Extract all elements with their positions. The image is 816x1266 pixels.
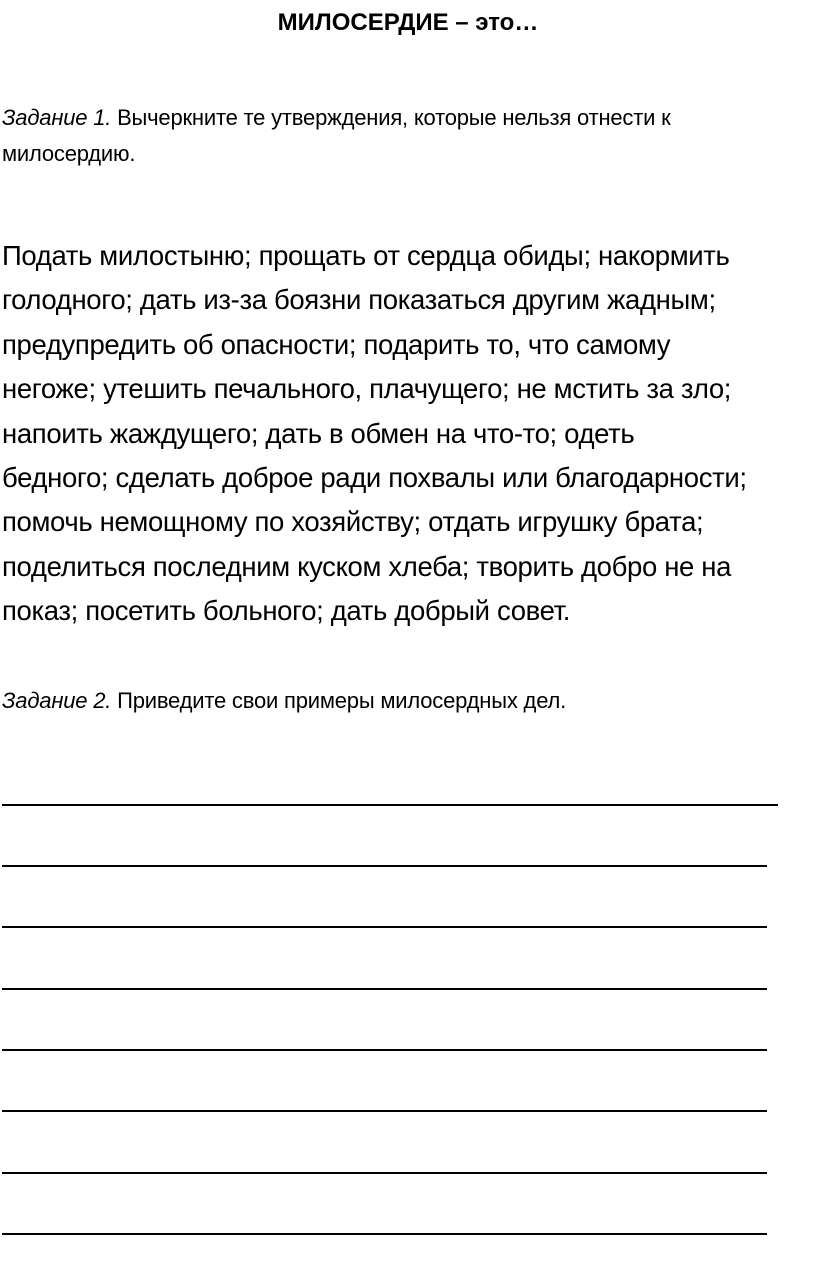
answer-line[interactable] [2,865,767,867]
statements-line: напоить жаждущего; дать в обмен на что-то; одеть [2,417,635,449]
statements-line: показ; посетить больного; дать добрый совет. [2,595,571,627]
task-2-label: Задание 2. [2,688,112,713]
page-title: МИЛОСЕРДИЕ – это… [277,9,539,36]
answer-line[interactable] [2,988,767,990]
task-2-text: Приведите свои примеры милосердных дел. [111,688,567,713]
answer-line[interactable] [2,1110,767,1112]
statements-line: негоже; утешить печального, плачущего; не мстить за зло; [2,373,732,405]
statements-line: голодного; дать из-за боязни показаться другим жадным; [2,284,716,316]
answer-line[interactable] [2,804,778,806]
statements-line: Подать милостыню; прощать от сердца обиды; накормить [2,240,730,271]
statements-line: бедного; сделать доброе ради похвалы или благодарности; [2,462,747,494]
statements-paragraph [2,234,814,634]
statements-line: предупредить об опасности; подарить то, что самому [2,328,671,360]
statements-line: поделиться последним куском хлеба; творить добро не на [2,550,732,582]
task-1-text: Вычеркните те утверждения, которые нельзя отнести к милосердию. [2,105,671,166]
answer-line[interactable] [2,1172,767,1174]
answer-line[interactable] [2,1049,767,1051]
statements-line: помочь немощному по хозяйству; отдать игрушку брата; [2,506,704,538]
task-1-label: Задание 1. [2,105,112,130]
task-1-instruction [2,100,802,172]
answer-line[interactable] [2,926,767,928]
answer-line[interactable] [2,1233,767,1235]
task-2-instruction [2,683,802,719]
